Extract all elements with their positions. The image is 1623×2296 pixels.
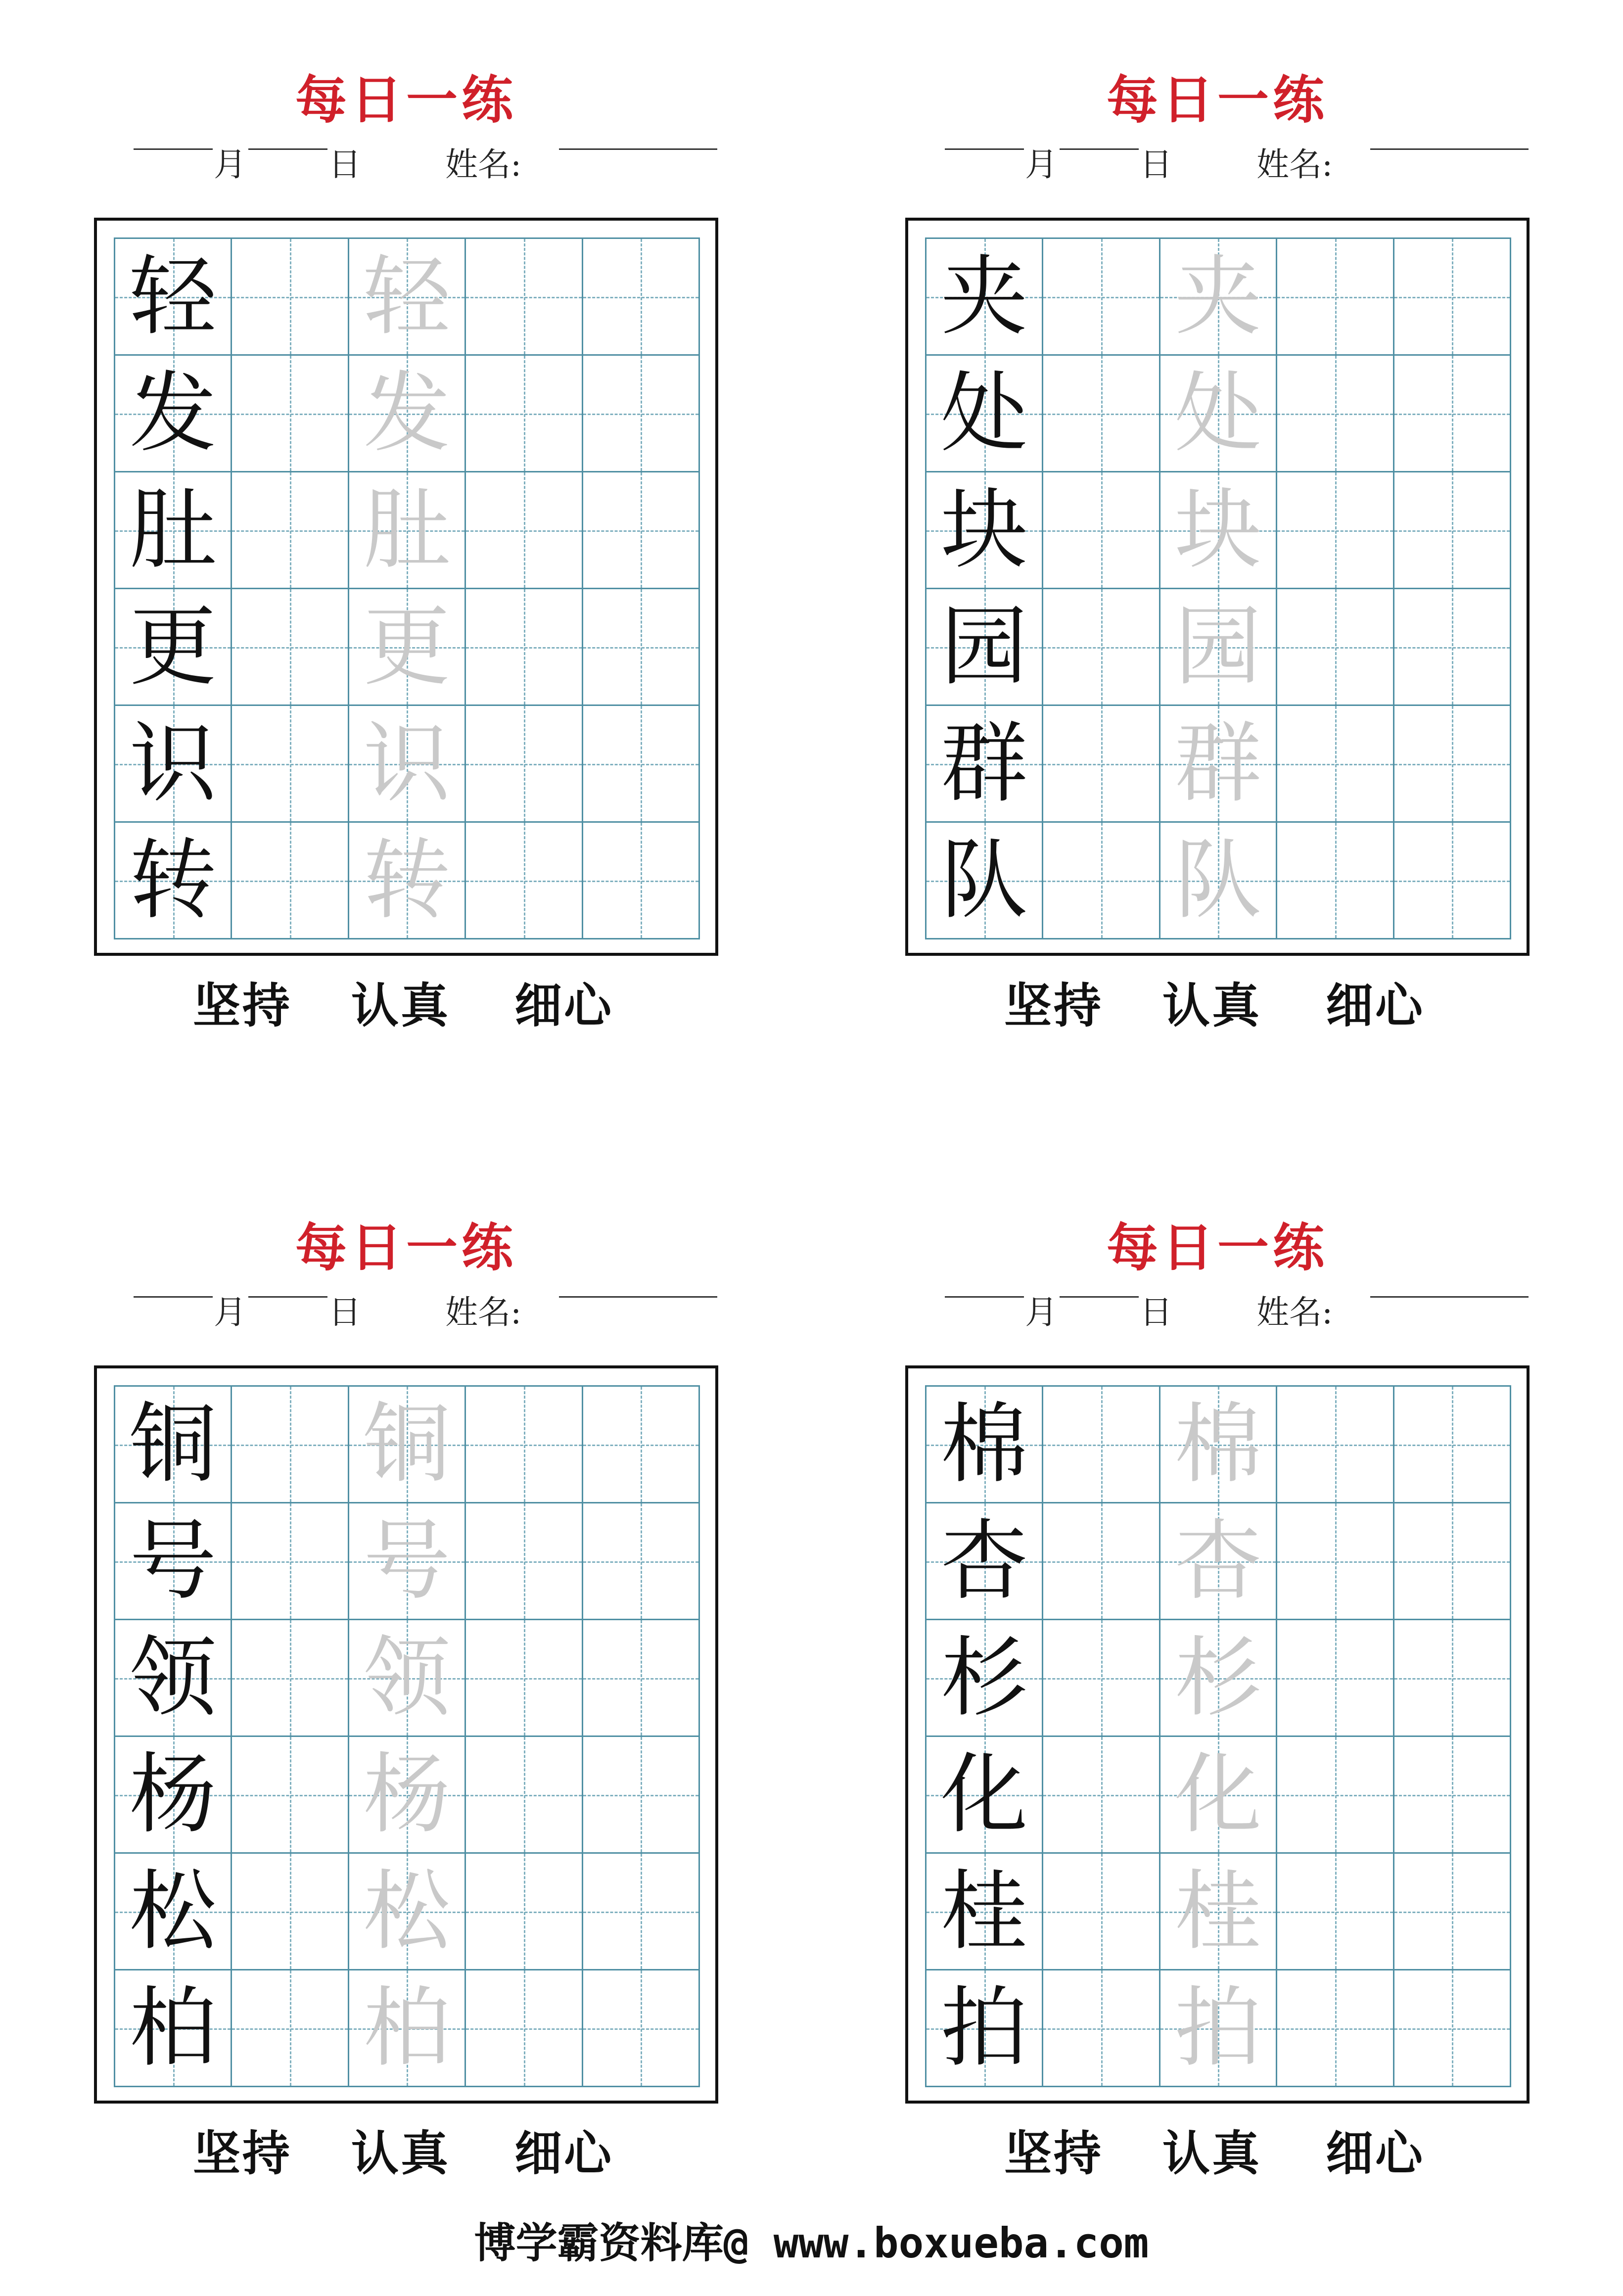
grid-cell bbox=[925, 471, 1043, 589]
guide-dash-vertical bbox=[1335, 1387, 1337, 1502]
model-character: 发 bbox=[129, 362, 217, 464]
guide-dash-vertical bbox=[290, 1503, 291, 1619]
model-character: 杨 bbox=[129, 1743, 217, 1845]
day-blank[interactable] bbox=[1060, 1296, 1139, 1298]
grid-cell[interactable] bbox=[582, 704, 700, 823]
model-character: 更 bbox=[129, 596, 217, 698]
model-character: 队 bbox=[940, 829, 1028, 931]
grid-cell[interactable] bbox=[582, 821, 700, 939]
guide-dash-vertical bbox=[1452, 1737, 1453, 1852]
grid-cell bbox=[1042, 1969, 1160, 2087]
grid-cell[interactable] bbox=[1159, 1852, 1277, 1970]
grid-cell[interactable] bbox=[1393, 704, 1511, 823]
sheet-title: 每日一练 bbox=[1106, 1217, 1328, 1278]
grid-cell[interactable] bbox=[1276, 1852, 1394, 1970]
guide-dash-vertical bbox=[1101, 1970, 1103, 2086]
grid-cell bbox=[231, 237, 349, 356]
grid-cell[interactable] bbox=[348, 1852, 466, 1970]
grid-cell bbox=[925, 237, 1043, 356]
grid-cell bbox=[114, 1852, 232, 1970]
grid-cell[interactable] bbox=[464, 1852, 583, 1970]
guide-dash-vertical bbox=[290, 1737, 291, 1852]
grid-cell[interactable] bbox=[1159, 1385, 1277, 1503]
grid-cell bbox=[925, 704, 1043, 823]
guide-dash-vertical bbox=[1452, 589, 1453, 704]
grid-cell[interactable] bbox=[348, 1619, 466, 1737]
guide-dash-vertical bbox=[1452, 356, 1453, 471]
grid-cell bbox=[925, 354, 1043, 472]
trace-character: 拍 bbox=[1174, 1977, 1262, 2079]
trace-character: 轻 bbox=[363, 245, 451, 347]
guide-dash-vertical bbox=[524, 1737, 525, 1852]
grid-cell[interactable] bbox=[1393, 588, 1511, 706]
grid-cell bbox=[925, 1619, 1043, 1737]
guide-dash-vertical bbox=[1101, 1854, 1103, 1969]
grid-cell bbox=[231, 354, 349, 472]
date-name-line bbox=[945, 145, 1538, 193]
model-character: 块 bbox=[940, 479, 1028, 581]
day-label: 日 bbox=[1140, 145, 1172, 184]
guide-dash-vertical bbox=[1101, 356, 1103, 471]
grid-cell[interactable] bbox=[1393, 354, 1511, 472]
day-label: 日 bbox=[328, 145, 361, 184]
grid-cell bbox=[114, 354, 232, 472]
name-blank[interactable] bbox=[1370, 148, 1529, 150]
guide-dash-vertical bbox=[1452, 823, 1453, 938]
sheet-title: 每日一练 bbox=[295, 1217, 517, 1278]
writing-frame bbox=[905, 1365, 1530, 2104]
guide-dash-vertical bbox=[1101, 1503, 1103, 1619]
motto-word: 坚持 bbox=[1004, 2125, 1103, 2181]
guide-dash-vertical bbox=[1335, 706, 1337, 821]
month-label: 月 bbox=[214, 145, 246, 184]
grid-cell bbox=[1042, 471, 1160, 589]
grid-cell[interactable] bbox=[1276, 588, 1394, 706]
model-character: 夹 bbox=[940, 245, 1028, 347]
grid-cell[interactable] bbox=[1159, 354, 1277, 472]
month-label: 月 bbox=[214, 1293, 246, 1331]
trace-character: 夹 bbox=[1174, 245, 1262, 347]
name-label: 姓名: bbox=[445, 145, 522, 184]
model-character: 领 bbox=[129, 1627, 217, 1729]
grid-cell[interactable] bbox=[582, 1619, 700, 1737]
grid-cell[interactable] bbox=[1276, 1385, 1394, 1503]
grid-cell[interactable] bbox=[1159, 1619, 1277, 1737]
grid-cell[interactable] bbox=[464, 1619, 583, 1737]
trace-character: 领 bbox=[363, 1627, 451, 1729]
grid-cell[interactable] bbox=[464, 1385, 583, 1503]
grid-cell[interactable] bbox=[348, 1969, 466, 2087]
guide-dash-vertical bbox=[1335, 823, 1337, 938]
trace-character: 肚 bbox=[363, 479, 451, 581]
guide-dash-vertical bbox=[641, 1503, 642, 1619]
grid-cell[interactable] bbox=[1393, 237, 1511, 356]
guide-dash-vertical bbox=[641, 589, 642, 704]
grid-cell[interactable] bbox=[1276, 237, 1394, 356]
grid-cell bbox=[925, 1385, 1043, 1503]
grid-cell bbox=[231, 1619, 349, 1737]
date-name-line bbox=[134, 1293, 727, 1341]
grid-cell[interactable] bbox=[582, 354, 700, 472]
guide-dash-vertical bbox=[290, 239, 291, 354]
grid-cell bbox=[231, 1502, 349, 1620]
grid-cell[interactable] bbox=[582, 1852, 700, 1970]
guide-dash-vertical bbox=[524, 356, 525, 471]
month-blank[interactable] bbox=[945, 148, 1024, 150]
tianzige-grid bbox=[114, 1385, 698, 2086]
grid-cell[interactable] bbox=[582, 1969, 700, 2087]
guide-dash-vertical bbox=[524, 1387, 525, 1502]
trace-character: 号 bbox=[363, 1510, 451, 1612]
day-blank[interactable] bbox=[1060, 148, 1139, 150]
guide-dash-vertical bbox=[290, 356, 291, 471]
day-label: 日 bbox=[1140, 1293, 1172, 1331]
trace-character: 群 bbox=[1174, 712, 1262, 814]
grid-cell bbox=[925, 821, 1043, 939]
month-label: 月 bbox=[1025, 145, 1058, 184]
guide-dash-vertical bbox=[641, 1737, 642, 1852]
grid-cell[interactable] bbox=[348, 354, 466, 472]
grid-cell bbox=[231, 704, 349, 823]
grid-cell bbox=[114, 1502, 232, 1620]
practice-sheet bbox=[905, 0, 1548, 1033]
grid-cell[interactable] bbox=[464, 1735, 583, 1854]
practice-sheet bbox=[94, 1148, 737, 2181]
model-character: 群 bbox=[940, 712, 1028, 814]
grid-cell[interactable] bbox=[1276, 471, 1394, 589]
guide-dash-vertical bbox=[641, 356, 642, 471]
guide-dash-vertical bbox=[524, 1970, 525, 2086]
guide-dash-vertical bbox=[1452, 1854, 1453, 1969]
guide-dash-vertical bbox=[641, 1387, 642, 1502]
day-blank[interactable] bbox=[248, 1296, 327, 1298]
trace-character: 杨 bbox=[363, 1743, 451, 1845]
grid-cell bbox=[1042, 588, 1160, 706]
guide-dash-vertical bbox=[524, 1620, 525, 1735]
footer-watermark: 博学霸资料库@ www.boxueba.com bbox=[474, 2219, 1149, 2267]
trace-character: 化 bbox=[1174, 1743, 1262, 1845]
grid-cell[interactable] bbox=[1276, 354, 1394, 472]
grid-cell[interactable] bbox=[1276, 704, 1394, 823]
guide-dash-vertical bbox=[641, 472, 642, 588]
guide-dash-vertical bbox=[1101, 239, 1103, 354]
guide-dash-vertical bbox=[641, 1970, 642, 2086]
guide-dash-vertical bbox=[524, 472, 525, 588]
grid-cell[interactable] bbox=[348, 821, 466, 939]
guide-dash-vertical bbox=[1335, 1503, 1337, 1619]
trace-character: 园 bbox=[1174, 596, 1262, 698]
name-label: 姓名: bbox=[1256, 1293, 1333, 1331]
sheet-title: 每日一练 bbox=[1106, 69, 1328, 130]
guide-dash-vertical bbox=[641, 706, 642, 821]
grid-cell[interactable] bbox=[1276, 1735, 1394, 1854]
guide-dash-vertical bbox=[1101, 823, 1103, 938]
grid-cell[interactable] bbox=[1393, 471, 1511, 589]
grid-cell bbox=[114, 821, 232, 939]
grid-cell bbox=[1042, 821, 1160, 939]
sheet-title: 每日一练 bbox=[295, 69, 517, 130]
guide-dash-vertical bbox=[1101, 1620, 1103, 1735]
grid-cell bbox=[231, 471, 349, 589]
tianzige-grid bbox=[114, 237, 698, 938]
grid-cell[interactable] bbox=[1276, 821, 1394, 939]
model-character: 肚 bbox=[129, 479, 217, 581]
name-blank[interactable] bbox=[1370, 1296, 1529, 1298]
grid-cell bbox=[1042, 354, 1160, 472]
trace-character: 更 bbox=[363, 596, 451, 698]
model-character: 化 bbox=[940, 1743, 1028, 1845]
grid-cell[interactable] bbox=[464, 821, 583, 939]
guide-dash-vertical bbox=[641, 1620, 642, 1735]
guide-dash-vertical bbox=[290, 1387, 291, 1502]
guide-dash-vertical bbox=[1335, 1970, 1337, 2086]
model-character: 轻 bbox=[129, 245, 217, 347]
trace-character: 铜 bbox=[363, 1393, 451, 1495]
writing-frame bbox=[94, 1365, 718, 2104]
guide-dash-vertical bbox=[524, 1854, 525, 1969]
guide-dash-vertical bbox=[524, 239, 525, 354]
grid-cell[interactable] bbox=[464, 1502, 583, 1620]
grid-cell[interactable] bbox=[348, 471, 466, 589]
grid-cell[interactable] bbox=[464, 354, 583, 472]
grid-cell bbox=[925, 588, 1043, 706]
motto-word: 坚持 bbox=[193, 978, 292, 1033]
guide-dash-vertical bbox=[290, 1620, 291, 1735]
grid-cell bbox=[114, 1735, 232, 1854]
grid-cell bbox=[114, 1385, 232, 1503]
guide-dash-vertical bbox=[1452, 1970, 1453, 2086]
grid-cell[interactable] bbox=[1393, 1969, 1511, 2087]
guide-dash-vertical bbox=[1101, 1387, 1103, 1502]
trace-character: 桂 bbox=[1174, 1860, 1262, 1962]
grid-cell[interactable] bbox=[348, 1502, 466, 1620]
model-character: 识 bbox=[129, 712, 217, 814]
grid-cell bbox=[114, 588, 232, 706]
grid-cell[interactable] bbox=[1276, 1969, 1394, 2087]
name-blank[interactable] bbox=[559, 148, 717, 150]
guide-dash-vertical bbox=[1452, 706, 1453, 821]
day-label: 日 bbox=[328, 1293, 361, 1331]
name-label: 姓名: bbox=[1256, 145, 1333, 184]
motto-word: 细心 bbox=[514, 978, 613, 1033]
grid-cell[interactable] bbox=[1393, 1502, 1511, 1620]
grid-cell bbox=[1042, 1619, 1160, 1737]
grid-cell[interactable] bbox=[1276, 1619, 1394, 1737]
grid-cell bbox=[231, 588, 349, 706]
guide-dash-vertical bbox=[290, 1854, 291, 1969]
grid-cell[interactable] bbox=[464, 471, 583, 589]
trace-character: 发 bbox=[363, 362, 451, 464]
date-name-line bbox=[134, 145, 727, 193]
grid-cell[interactable] bbox=[348, 1385, 466, 1503]
guide-dash-vertical bbox=[290, 1970, 291, 2086]
grid-cell[interactable] bbox=[1159, 1969, 1277, 2087]
trace-character: 棉 bbox=[1174, 1393, 1262, 1495]
guide-dash-vertical bbox=[1335, 1737, 1337, 1852]
trace-character: 块 bbox=[1174, 479, 1262, 581]
trace-character: 处 bbox=[1174, 362, 1262, 464]
motto-word: 坚持 bbox=[193, 2125, 292, 2181]
guide-dash-vertical bbox=[1335, 356, 1337, 471]
grid-cell[interactable] bbox=[582, 1385, 700, 1503]
grid-cell[interactable] bbox=[1393, 1619, 1511, 1737]
guide-dash-vertical bbox=[1452, 1503, 1453, 1619]
practice-sheet bbox=[905, 1148, 1548, 2181]
grid-cell[interactable] bbox=[1159, 1735, 1277, 1854]
guide-dash-vertical bbox=[1101, 706, 1103, 821]
grid-cell bbox=[1042, 1852, 1160, 1970]
grid-cell bbox=[1042, 237, 1160, 356]
grid-cell[interactable] bbox=[348, 1735, 466, 1854]
name-blank[interactable] bbox=[559, 1296, 717, 1298]
month-label: 月 bbox=[1025, 1293, 1058, 1331]
grid-cell bbox=[114, 1969, 232, 2087]
grid-cell[interactable] bbox=[582, 471, 700, 589]
grid-cell bbox=[925, 1735, 1043, 1854]
trace-character: 松 bbox=[363, 1860, 451, 1962]
guide-dash-vertical bbox=[1335, 239, 1337, 354]
model-character: 转 bbox=[129, 829, 217, 931]
grid-cell[interactable] bbox=[1159, 821, 1277, 939]
grid-cell bbox=[1042, 1502, 1160, 1620]
date-name-line bbox=[945, 1293, 1538, 1341]
grid-cell[interactable] bbox=[582, 588, 700, 706]
model-character: 松 bbox=[129, 1860, 217, 1962]
motto-word: 认真 bbox=[1162, 978, 1261, 1033]
guide-dash-vertical bbox=[1335, 1854, 1337, 1969]
model-character: 柏 bbox=[129, 1977, 217, 2079]
grid-cell[interactable] bbox=[582, 237, 700, 356]
guide-dash-vertical bbox=[524, 706, 525, 821]
grid-cell[interactable] bbox=[1276, 1502, 1394, 1620]
grid-cell bbox=[925, 1969, 1043, 2087]
guide-dash-vertical bbox=[524, 1503, 525, 1619]
month-blank[interactable] bbox=[945, 1296, 1024, 1298]
grid-cell bbox=[925, 1502, 1043, 1620]
tianzige-grid bbox=[925, 237, 1510, 938]
writing-frame bbox=[94, 218, 718, 956]
grid-cell[interactable] bbox=[348, 237, 466, 356]
tianzige-grid bbox=[925, 1385, 1510, 2086]
grid-cell bbox=[114, 471, 232, 589]
day-blank[interactable] bbox=[248, 148, 327, 150]
grid-cell[interactable] bbox=[1393, 1852, 1511, 1970]
trace-character: 队 bbox=[1174, 829, 1262, 931]
model-character: 杉 bbox=[940, 1627, 1028, 1729]
grid-cell[interactable] bbox=[582, 1502, 700, 1620]
motto-word: 坚持 bbox=[1004, 978, 1103, 1033]
grid-cell[interactable] bbox=[464, 1969, 583, 2087]
trace-character: 杏 bbox=[1174, 1510, 1262, 1612]
guide-dash-vertical bbox=[1335, 589, 1337, 704]
grid-cell bbox=[114, 237, 232, 356]
month-blank[interactable] bbox=[134, 1296, 213, 1298]
motto-word: 认真 bbox=[351, 978, 450, 1033]
grid-cell bbox=[231, 821, 349, 939]
guide-dash-vertical bbox=[641, 1854, 642, 1969]
guide-dash-vertical bbox=[1101, 1737, 1103, 1852]
guide-dash-vertical bbox=[641, 239, 642, 354]
model-character: 杏 bbox=[940, 1510, 1028, 1612]
grid-cell[interactable] bbox=[1159, 1502, 1277, 1620]
grid-cell[interactable] bbox=[464, 704, 583, 823]
guide-dash-vertical bbox=[1335, 1620, 1337, 1735]
grid-cell bbox=[114, 704, 232, 823]
motto-word: 细心 bbox=[514, 2125, 613, 2181]
grid-cell bbox=[1042, 704, 1160, 823]
month-blank[interactable] bbox=[134, 148, 213, 150]
model-character: 处 bbox=[940, 362, 1028, 464]
grid-cell bbox=[1042, 1735, 1160, 1854]
grid-cell bbox=[1042, 1385, 1160, 1503]
model-character: 号 bbox=[129, 1510, 217, 1612]
guide-dash-vertical bbox=[290, 706, 291, 821]
motto-word: 细心 bbox=[1326, 2125, 1425, 2181]
guide-dash-vertical bbox=[1452, 472, 1453, 588]
model-character: 铜 bbox=[129, 1393, 217, 1495]
guide-dash-vertical bbox=[1452, 1387, 1453, 1502]
grid-cell[interactable] bbox=[1159, 588, 1277, 706]
motto-word: 认真 bbox=[351, 2125, 450, 2181]
grid-cell[interactable] bbox=[1159, 704, 1277, 823]
model-character: 园 bbox=[940, 596, 1028, 698]
model-character: 棉 bbox=[940, 1393, 1028, 1495]
motto-word: 细心 bbox=[1326, 978, 1425, 1033]
guide-dash-vertical bbox=[1452, 239, 1453, 354]
model-character: 桂 bbox=[940, 1860, 1028, 1962]
grid-cell[interactable] bbox=[348, 588, 466, 706]
grid-cell[interactable] bbox=[1159, 237, 1277, 356]
guide-dash-vertical bbox=[1452, 1620, 1453, 1735]
grid-cell bbox=[231, 1385, 349, 1503]
grid-cell bbox=[231, 1969, 349, 2087]
grid-cell[interactable] bbox=[1159, 471, 1277, 589]
practice-sheet bbox=[94, 0, 737, 1033]
grid-cell bbox=[231, 1852, 349, 1970]
grid-cell[interactable] bbox=[464, 588, 583, 706]
guide-dash-vertical bbox=[290, 472, 291, 588]
grid-cell[interactable] bbox=[1393, 1735, 1511, 1854]
guide-dash-vertical bbox=[290, 589, 291, 704]
guide-dash-vertical bbox=[524, 823, 525, 938]
grid-cell bbox=[114, 1619, 232, 1737]
grid-cell[interactable] bbox=[348, 704, 466, 823]
guide-dash-vertical bbox=[524, 589, 525, 704]
trace-character: 柏 bbox=[363, 1977, 451, 2079]
grid-cell bbox=[231, 1735, 349, 1854]
guide-dash-vertical bbox=[1335, 472, 1337, 588]
grid-cell bbox=[925, 1852, 1043, 1970]
guide-dash-vertical bbox=[290, 823, 291, 938]
grid-cell[interactable] bbox=[464, 237, 583, 356]
writing-frame bbox=[905, 218, 1530, 956]
guide-dash-vertical bbox=[1101, 589, 1103, 704]
motto-word: 认真 bbox=[1162, 2125, 1261, 2181]
grid-cell[interactable] bbox=[1393, 821, 1511, 939]
grid-cell[interactable] bbox=[1393, 1385, 1511, 1503]
trace-character: 杉 bbox=[1174, 1627, 1262, 1729]
model-character: 拍 bbox=[940, 1977, 1028, 2079]
trace-character: 转 bbox=[363, 829, 451, 931]
grid-cell[interactable] bbox=[582, 1735, 700, 1854]
trace-character: 识 bbox=[363, 712, 451, 814]
name-label: 姓名: bbox=[445, 1293, 522, 1331]
guide-dash-vertical bbox=[641, 823, 642, 938]
guide-dash-vertical bbox=[1101, 472, 1103, 588]
